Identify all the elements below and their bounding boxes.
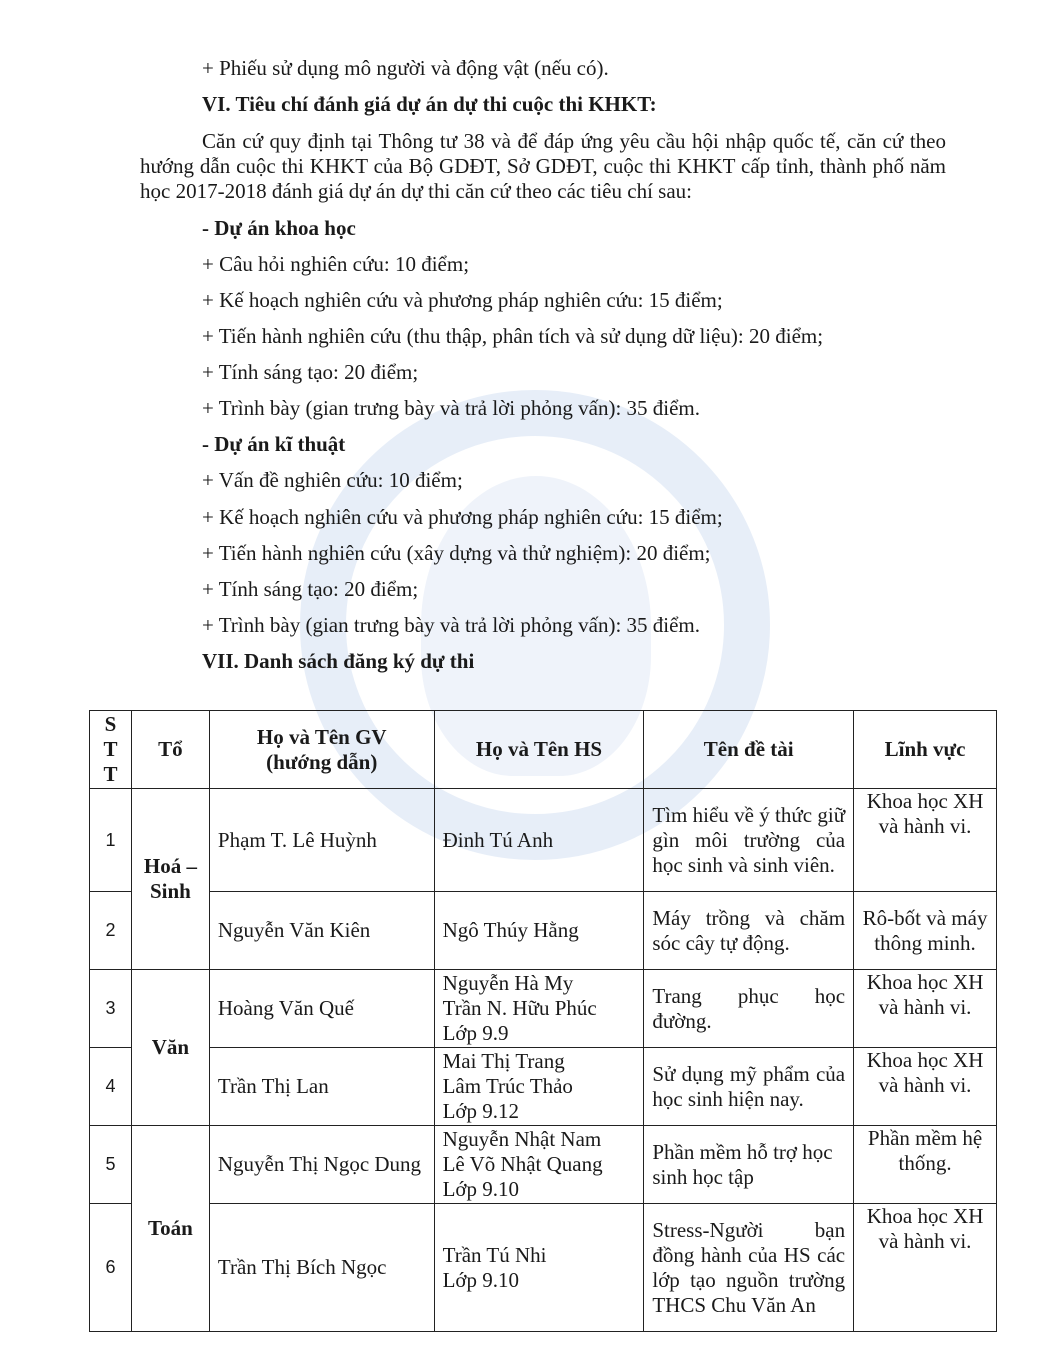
tech-item: + Trình bày (gian trưng bày và trả lời phỏng vấn): 35 điểm. [202, 613, 701, 637]
topic-cell: Trang phục học đường. [644, 970, 854, 1048]
teacher-cell: Trần Thị Lan [209, 1048, 434, 1126]
topic-cell: Sử dụng mỹ phẩm của học sinh hiện nay. [644, 1048, 854, 1126]
topic-cell: Máy trồng và chăm sóc cây tự động. [644, 892, 854, 970]
tech-item: + Tiến hành nghiên cứu (xây dựng và thử nghiệm): 20 điểm; [202, 541, 711, 565]
tech-project-heading: - Dự án kĩ thuật [202, 432, 346, 456]
field-cell: Khoa học XH và hành vi. [854, 970, 997, 1048]
teacher-cell: Nguyễn Thị Ngọc Dung [209, 1126, 434, 1204]
registration-table [89, 710, 997, 1332]
science-item: + Câu hỏi nghiên cứu: 10 điểm; [202, 252, 470, 276]
row-number: 6 [90, 1204, 132, 1332]
topic-cell: Tìm hiểu về ý thức giữ gìn môi trường của học sinh và sinh viên. [644, 789, 854, 892]
table-row [90, 1204, 997, 1332]
group-cell: Văn [131, 970, 209, 1126]
row-number: 2 [90, 892, 132, 970]
student-cell: Đinh Tú Anh [434, 789, 644, 892]
teacher-cell: Phạm T. Lê Huỳnh [209, 789, 434, 892]
science-item: + Tính sáng tạo: 20 điểm; [202, 360, 419, 384]
group-cell: Toán [131, 1126, 209, 1332]
science-project-heading: - Dự án khoa học [202, 216, 356, 240]
topic-cell: Stress-Người bạn đồng hành của HS các lớp tạo nguồn trường THCS Chu Văn An [644, 1204, 854, 1332]
section-6-paragraph: Căn cứ quy định tại Thông tư 38 và để đáp ứng yêu cầu hội nhập quốc tế, căn cứ theo hướng dẫn cuộc thi KHKT của Bộ GDĐT, Sở GDĐT, cuộc thi KHKT cấp tỉnh, thành phố năm học 2017-2018 đánh giá dự án dự thi căn cứ theo các tiêu chí sau: [140, 129, 946, 203]
student-cell: Trần Tú Nhi Lớp 9.10 [434, 1204, 644, 1332]
topic-cell: Phần mềm hỗ trợ học sinh học tập [644, 1126, 854, 1204]
row-number: 4 [90, 1048, 132, 1126]
student-cell: Ngô Thúy Hằng [434, 892, 644, 970]
teacher-cell: Hoàng Văn Quế [209, 970, 434, 1048]
header-field: Lĩnh vực [854, 711, 997, 789]
teacher-cell: Trần Thị Bích Ngọc [209, 1204, 434, 1332]
table-header-row [90, 711, 997, 789]
tech-item: + Vấn đề nghiên cứu: 10 điểm; [202, 468, 463, 492]
table-row [90, 892, 997, 970]
intro-line: + Phiếu sử dụng mô người và động vật (nếu có). [202, 56, 609, 80]
tech-item: + Kế hoạch nghiên cứu và phương pháp nghiên cứu: 15 điểm; [202, 505, 723, 529]
science-item: + Trình bày (gian trưng bày và trả lời phỏng vấn): 35 điểm. [202, 396, 701, 420]
student-cell: Nguyễn Nhật Nam Lê Võ Nhật Quang Lớp 9.10 [434, 1126, 644, 1204]
header-teacher: Họ và Tên GV (hướng dẫn) [209, 711, 434, 789]
student-cell: Mai Thị Trang Lâm Trúc Thảo Lớp 9.12 [434, 1048, 644, 1126]
tech-item: + Tính sáng tạo: 20 điểm; [202, 577, 419, 601]
header-group: Tổ [131, 711, 209, 789]
section-6-heading: VI. Tiêu chí đánh giá dự án dự thi cuộc thi KHKT: [202, 92, 657, 116]
group-cell: Hoá – Sinh [131, 789, 209, 970]
header-topic: Tên đề tài [644, 711, 854, 789]
table-row [90, 1126, 997, 1204]
field-cell: Rô-bốt và máy thông minh. [854, 892, 997, 970]
header-stt: S T T [90, 711, 132, 789]
field-cell: Khoa học XH và hành vi. [854, 789, 997, 892]
science-item: + Kế hoạch nghiên cứu và phương pháp nghiên cứu: 15 điểm; [202, 288, 723, 312]
field-cell: Khoa học XH và hành vi. [854, 1204, 997, 1332]
field-cell: Phần mềm hệ thống. [854, 1126, 997, 1204]
row-number: 5 [90, 1126, 132, 1204]
row-number: 3 [90, 970, 132, 1048]
teacher-cell: Nguyễn Văn Kiên [209, 892, 434, 970]
header-student: Họ và Tên HS [434, 711, 644, 789]
section-7-heading: VII. Danh sách đăng ký dự thi [202, 649, 475, 673]
science-item: + Tiến hành nghiên cứu (thu thập, phân tích và sử dụng dữ liệu): 20 điểm; [202, 324, 824, 348]
table-row [90, 1048, 997, 1126]
table-row [90, 970, 997, 1048]
student-cell: Nguyễn Hà My Trần N. Hữu Phúc Lớp 9.9 [434, 970, 644, 1048]
row-number: 1 [90, 789, 132, 892]
table-row [90, 789, 997, 892]
field-cell: Khoa học XH và hành vi. [854, 1048, 997, 1126]
